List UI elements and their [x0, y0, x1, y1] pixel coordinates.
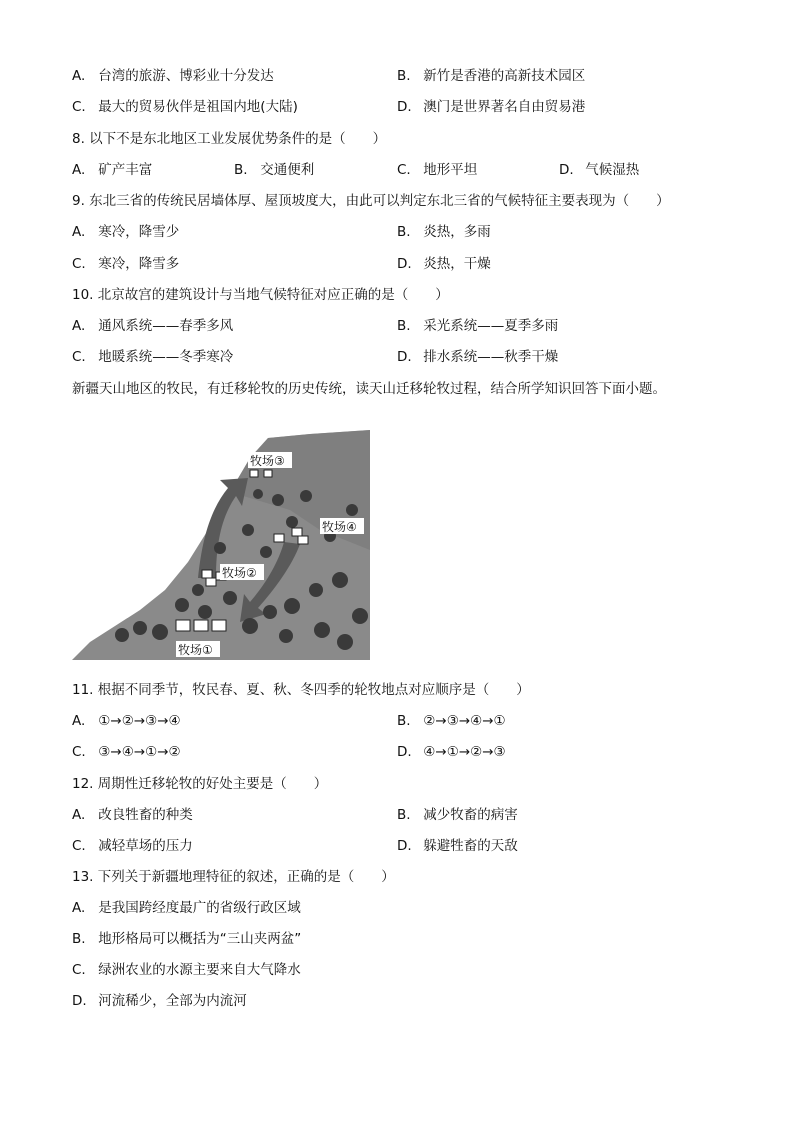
- q10-option-b: [397, 317, 558, 335]
- q10-option-d: [397, 348, 558, 366]
- option-label: B.: [72, 931, 86, 947]
- q13-stem: 13. 下列关于新疆地理特征的叙述，正确的是（ ）: [72, 869, 395, 885]
- option-text: ③→④→①→②: [98, 744, 181, 760]
- grazing-figure: [70, 430, 372, 662]
- q8-stem: 8. 以下不是东北地区工业发展优势条件的是（ ）: [72, 131, 387, 147]
- option-text: 气候湿热: [585, 162, 640, 178]
- q11-option-d: [397, 743, 506, 761]
- option-label: C.: [72, 838, 86, 854]
- option-label: A.: [72, 68, 86, 84]
- label-pasture-1: 牧场①: [178, 643, 213, 657]
- q12-stem: 12. 周期性迁移轮牧的好处主要是（ ）: [72, 776, 328, 792]
- option-label: C.: [72, 256, 86, 272]
- q12-option-b: [397, 806, 518, 824]
- option-text: 减少牧畜的病害: [423, 807, 518, 823]
- q8-option-b: [234, 161, 314, 179]
- option-text: 是我国跨经度最广的省级行政区域: [98, 900, 301, 916]
- q10-option-c: [72, 348, 233, 366]
- option-label: A.: [72, 807, 86, 823]
- q10-stem: 10. 北京故宫的建筑设计与当地气候特征对应正确的是（ ）: [72, 287, 449, 303]
- q7-option-c: [72, 98, 298, 116]
- option-text: 澳门是世界著名自由贸易港: [423, 99, 586, 115]
- option-text: 躲避牲畜的天敌: [423, 838, 518, 854]
- q12-option-a: [72, 806, 193, 824]
- label-pasture-4: 牧场④: [322, 520, 357, 534]
- option-label: B.: [397, 807, 411, 823]
- q9-option-c: [72, 255, 179, 273]
- q8-option-d: [559, 161, 639, 179]
- option-label: A.: [72, 900, 86, 916]
- label-pasture-3: 牧场③: [250, 454, 285, 468]
- option-label: A.: [72, 224, 86, 240]
- option-text: 地暖系统——冬季寒冷: [98, 349, 234, 365]
- option-label: C.: [72, 349, 86, 365]
- q13-option-d: [72, 992, 247, 1010]
- option-label: D.: [72, 993, 87, 1009]
- q12-option-d: [397, 837, 518, 855]
- option-label: D.: [559, 162, 574, 178]
- option-text: ①→②→③→④: [98, 713, 181, 729]
- option-label: B.: [397, 68, 411, 84]
- option-text: ④→①→②→③: [423, 744, 506, 760]
- option-label: C.: [72, 744, 86, 760]
- option-text: 最大的贸易伙伴是祖国内地(大陆): [98, 99, 298, 115]
- option-text: 寒冷，降雪多: [98, 256, 180, 272]
- q13-option-c: [72, 961, 301, 979]
- option-text: 交通便利: [260, 162, 315, 178]
- option-text: ②→③→④→①: [423, 713, 506, 729]
- grazing-figure-svg: [70, 430, 372, 662]
- option-label: B.: [234, 162, 248, 178]
- option-label: D.: [397, 256, 412, 272]
- option-text: 炎热，多雨: [423, 224, 491, 240]
- option-text: 改良牲畜的种类: [98, 807, 193, 823]
- label-pasture-2: 牧场②: [222, 566, 257, 580]
- option-label: C.: [72, 962, 86, 978]
- q11-option-a: [72, 712, 181, 730]
- option-label: D.: [397, 349, 412, 365]
- option-label: C.: [397, 162, 411, 178]
- option-text: 地形格局可以概括为“三山夹两盆”: [98, 931, 302, 947]
- q10-option-a: [72, 317, 233, 335]
- option-label: D.: [397, 99, 412, 115]
- option-text: 台湾的旅游、博彩业十分发达: [98, 68, 274, 84]
- option-text: 炎热，干燥: [423, 256, 491, 272]
- option-label: B.: [397, 318, 411, 334]
- passage-text: 新疆天山地区的牧民，有迁移轮牧的历史传统，读天山迁移轮牧过程，结合所学知识回答下面小题。: [72, 381, 666, 397]
- q12-option-c: [72, 837, 193, 855]
- option-label: A.: [72, 162, 86, 178]
- option-text: 减轻草场的压力: [98, 838, 193, 854]
- option-text: 通风系统——春季多风: [98, 318, 234, 334]
- option-text: 矿产丰富: [98, 162, 153, 178]
- q9-stem: 9. 东北三省的传统民居墙体厚、屋顶坡度大，由此可以判定东北三省的气候特征主要表现为（ ）: [72, 193, 670, 209]
- q13-option-b: [72, 930, 301, 948]
- q11-stem: 11. 根据不同季节，牧民春、夏、秋、冬四季的轮牧地点对应顺序是（ ）: [72, 682, 530, 698]
- option-text: 排水系统——秋季干燥: [423, 349, 559, 365]
- q8-option-a: [72, 161, 152, 179]
- q9-option-a: [72, 223, 179, 241]
- q13-option-a: [72, 899, 301, 917]
- option-text: 地形平坦: [423, 162, 478, 178]
- q7-option-a: [72, 67, 274, 85]
- option-label: C.: [72, 99, 86, 115]
- option-text: 采光系统——夏季多雨: [423, 318, 559, 334]
- option-label: B.: [397, 224, 411, 240]
- q9-option-d: [397, 255, 491, 273]
- option-label: B.: [397, 713, 411, 729]
- q7-option-b: [397, 67, 585, 85]
- option-label: A.: [72, 318, 86, 334]
- q7-option-d: [397, 98, 585, 116]
- option-text: 新竹是香港的高新技术园区: [423, 68, 586, 84]
- q11-option-c: [72, 743, 181, 761]
- q11-option-b: [397, 712, 506, 730]
- option-label: D.: [397, 744, 412, 760]
- option-label: A.: [72, 713, 86, 729]
- option-text: 绿洲农业的水源主要来自大气降水: [98, 962, 301, 978]
- q9-option-b: [397, 223, 491, 241]
- option-label: D.: [397, 838, 412, 854]
- option-text: 河流稀少，全部为内流河: [98, 993, 247, 1009]
- option-text: 寒冷，降雪少: [98, 224, 180, 240]
- q8-option-c: [397, 161, 477, 179]
